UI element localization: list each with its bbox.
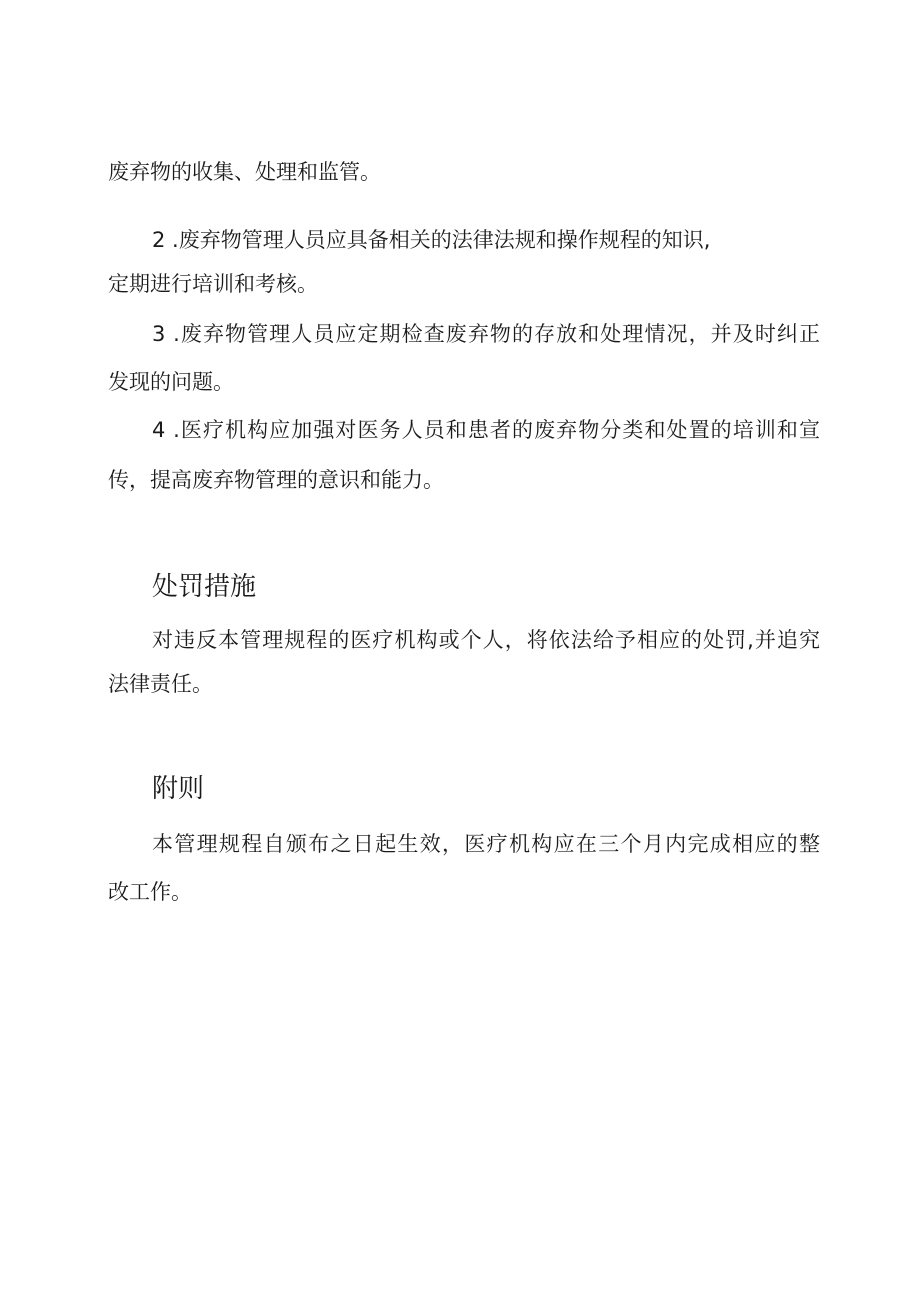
penalty-heading: 处罚措施 (152, 572, 257, 602)
item-2-line-2: 定期进行培训和考核。 (108, 272, 318, 296)
supplementary-heading: 附则 (152, 774, 205, 804)
item-3-line-2: 发现的问题。 (108, 370, 234, 394)
penalty-line-1: 对违反本管理规程的医疗机构或个人，将依法给予相应的处罚,并追究 (152, 628, 820, 652)
item-2-line-1: 2 .废弃物管理人员应具备相关的法律法规和操作规程的知识, (152, 228, 711, 252)
item-4-line-1: 4 .医疗机构应加强对医务人员和患者的废弃物分类和处置的培训和宣 (152, 418, 820, 442)
supplementary-line-2: 改工作。 (108, 880, 192, 904)
item-3-line-1: 3 .废弃物管理人员应定期检查废弃物的存放和处理情况，并及时纠正 (152, 322, 820, 346)
supplementary-line-1: 本管理规程自颁布之日起生效，医疗机构应在三个月内完成相应的整 (152, 832, 820, 856)
intro-tail-line: 废弃物的收集、处理和监管。 (108, 160, 381, 184)
item-4-line-2: 传，提高废弃物管理的意识和能力。 (108, 468, 444, 492)
penalty-line-2: 法律责任。 (108, 672, 213, 696)
